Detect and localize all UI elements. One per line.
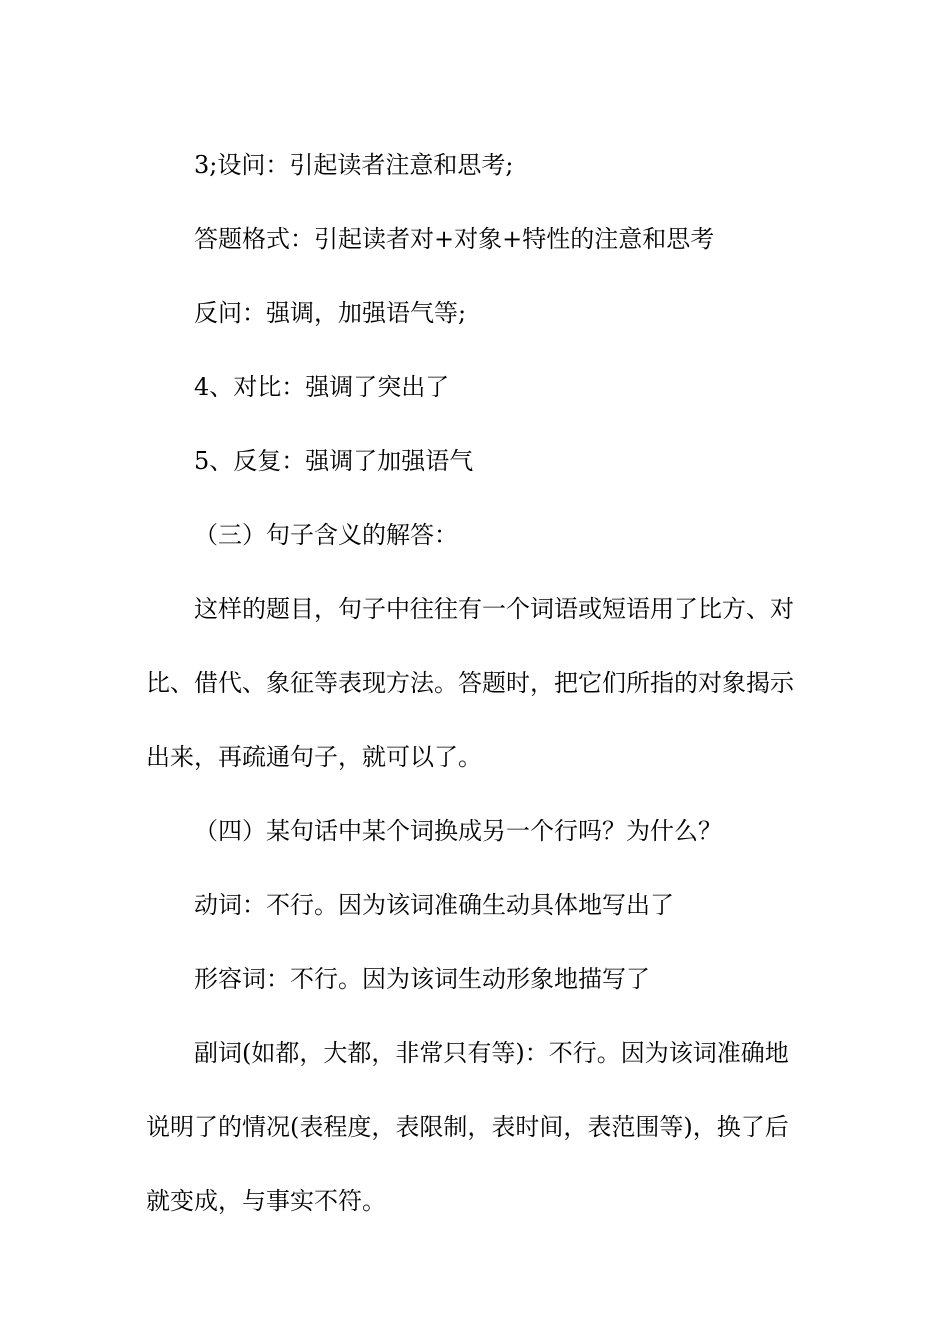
paragraph-line: 说明了的情况(表程度，表限制，表时间，表范围等)，换了后	[146, 1113, 789, 1141]
paragraph-line: 5、反复：强调了加强语气	[194, 447, 474, 475]
paragraph-line: 比、借代、象征等表现方法。答题时，把它们所指的对象揭示	[146, 669, 794, 697]
paragraph-line: 4、对比：强调了突出了	[194, 373, 450, 401]
paragraph-line: 3;设问：引起读者注意和思考;	[194, 151, 514, 179]
section-heading: （三）句子含义的解答：	[194, 521, 458, 549]
paragraph-line: 答题格式：引起读者对+对象+特性的注意和思考	[194, 225, 715, 253]
section-heading: （四）某句话中某个词换成另一个行吗？为什么？	[194, 817, 722, 845]
paragraph-line: 就变成，与事实不符。	[146, 1187, 386, 1215]
paragraph-line: 出来，再疏通句子，就可以了。	[146, 743, 482, 771]
paragraph-line: 动词：不行。因为该词准确生动具体地写出了	[194, 891, 674, 919]
paragraph-line: 副词(如都，大都，非常只有等)：不行。因为该词准确地	[194, 1039, 789, 1067]
paragraph-line: 反问：强调，加强语气等;	[194, 299, 467, 327]
paragraph-line: 形容词：不行。因为该词生动形象地描写了	[194, 965, 650, 993]
paragraph-line: 这样的题目，句子中往往有一个词语或短语用了比方、对	[194, 595, 794, 623]
document-body	[146, 128, 810, 1238]
